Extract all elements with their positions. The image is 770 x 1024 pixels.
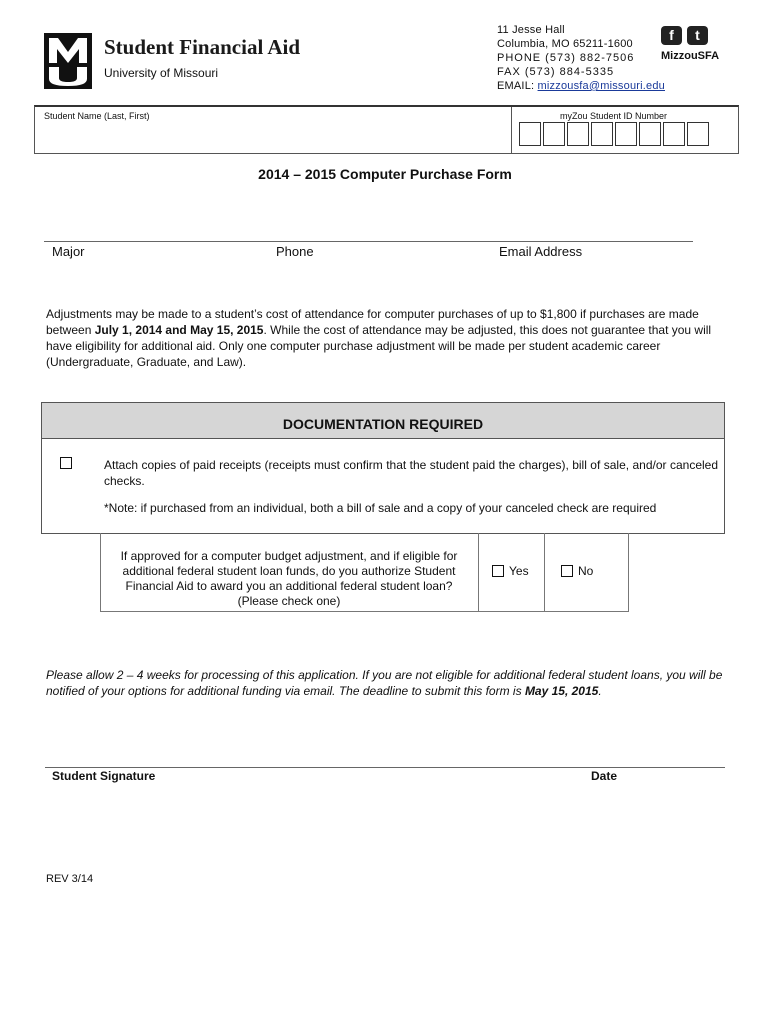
address-line-1: 11 Jesse Hall <box>497 24 565 36</box>
intro-text-1: Adjustments may be made to a student’s cost of attendance for computer purchases of up to $1,800 if purchases are made between <box>46 307 699 337</box>
address-line-2: Columbia, MO 65211-1600 <box>497 38 633 50</box>
form-title: 2014 – 2015 Computer Purchase Form <box>258 166 512 182</box>
student-name-label: Student Name (Last, First) <box>44 111 150 121</box>
option-divider <box>544 533 545 611</box>
phone-line: PHONE (573) 882-7506 <box>497 52 635 64</box>
email-link[interactable]: mizzousfa@missouri.edu <box>537 80 665 92</box>
yes-checkbox[interactable] <box>492 565 504 577</box>
signature-line[interactable] <box>45 767 725 768</box>
fax-line: FAX (573) 884-5335 <box>497 66 615 78</box>
major-label: Major <box>52 244 85 259</box>
id-digit-box[interactable] <box>687 122 709 146</box>
date-label: Date <box>591 769 618 783</box>
student-id-label: myZou Student ID Number <box>560 111 668 121</box>
intro-paragraph <box>46 306 736 370</box>
email-label: EMAIL: <box>497 80 535 92</box>
social-handle: MizzouSFA <box>661 50 720 62</box>
documentation-note: *Note: if purchased from an individual, both a bill of sale and a copy of your canceled check are required <box>104 501 657 515</box>
phone-label: Phone <box>276 244 314 259</box>
processing-deadline: May 15, 2015 <box>524 684 599 698</box>
org-name: Student Financial Aid <box>104 35 301 59</box>
intro-text-2: . While the cost of attendance may be adjusted, this does not guarantee that you will have eligibility for additional aid. Only one computer purchase adjustment will be made per student academic career (Undergraduate, Graduate, and Law). <box>46 323 712 369</box>
id-digit-box[interactable] <box>543 122 565 146</box>
loan-question-text: If approved for a computer budget adjustment, and if eligible for additional federal student loan funds, do you authorize Student Financial Aid to award you an additional federal student loan? (Please check one) <box>120 549 458 608</box>
yes-label: Yes <box>509 564 529 578</box>
email-line <box>497 79 665 93</box>
university-logo <box>44 33 92 89</box>
no-checkbox[interactable] <box>561 565 573 577</box>
documentation-item: Attach copies of paid receipts (receipts must confirm that the student paid the charges), bill of sale, and/or canceled checks. <box>104 458 718 488</box>
university-name: University of Missouri <box>104 66 219 80</box>
processing-note <box>46 667 736 699</box>
question-divider <box>478 533 479 611</box>
intro-dates: July 1, 2014 and May 15, 2015 <box>94 323 264 337</box>
id-digit-box[interactable] <box>591 122 613 146</box>
email-address-label: Email Address <box>499 244 583 259</box>
revision-label: REV 3/14 <box>46 873 94 885</box>
social-icons <box>661 26 713 45</box>
no-label: No <box>578 564 594 578</box>
id-digit-box[interactable] <box>639 122 661 146</box>
box-divider <box>511 107 512 153</box>
id-digit-box[interactable] <box>663 122 685 146</box>
documentation-checkbox[interactable] <box>60 457 72 469</box>
student-id-cells[interactable] <box>519 122 711 146</box>
contact-block <box>497 23 665 93</box>
processing-end: . <box>598 684 602 698</box>
contact-fields-line[interactable] <box>44 241 693 242</box>
id-digit-box[interactable] <box>519 122 541 146</box>
twitter-icon[interactable]: t <box>687 26 708 45</box>
processing-text: Please allow 2 – 4 weeks for processing of this application. If you are not eligible for additional federal student loans, you will be notified of your options for additional funding via email. The deadline to submit this form is <box>46 668 723 698</box>
id-digit-box[interactable] <box>615 122 637 146</box>
documentation-heading: DOCUMENTATION REQUIRED <box>42 403 724 439</box>
student-signature-label: Student Signature <box>52 769 156 783</box>
id-digit-box[interactable] <box>567 122 589 146</box>
facebook-icon[interactable]: f <box>661 26 682 45</box>
